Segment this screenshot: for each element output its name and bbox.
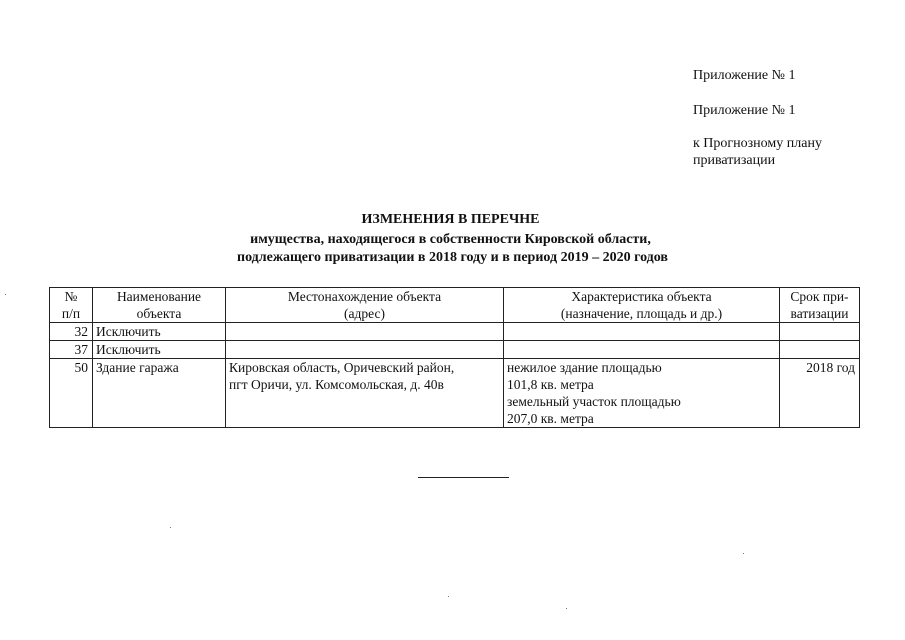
row-characteristic-line1: нежилое здание площадью <box>507 360 662 375</box>
row-term <box>780 341 860 359</box>
header-term-line1: Срок при- <box>790 289 849 304</box>
plan-reference <box>693 135 893 169</box>
row-location-line2: пгт Оричи, ул. Комсомольская, д. 40в <box>229 377 444 392</box>
header-characteristic <box>504 288 780 323</box>
row-characteristic <box>504 323 780 341</box>
scan-speck <box>170 527 171 528</box>
header-location-line1: Местонахождение объекта <box>287 289 442 304</box>
plan-reference-line1: к Прогнозному плану <box>693 136 822 151</box>
table-row <box>50 341 860 359</box>
plan-reference-line2: приватизации <box>693 153 776 168</box>
row-characteristic-line3: земельный участок площадью <box>507 394 681 409</box>
header-num-line1: № <box>64 289 78 304</box>
header-name <box>93 288 226 323</box>
scan-speck <box>448 596 449 597</box>
row-num: 37 <box>50 341 93 359</box>
header-num-line2: п/п <box>61 306 81 321</box>
scan-speck <box>5 294 6 295</box>
row-name: Исключить <box>93 341 226 359</box>
row-characteristic-line2: 101,8 кв. метра <box>507 377 594 392</box>
row-name: Здание гаража <box>93 359 226 428</box>
changes-table <box>49 287 860 428</box>
document-subtitle-line1: имущества, находящегося в собственности Кировской области, <box>250 232 651 247</box>
header-term-line2: ватизации <box>790 306 849 321</box>
row-location <box>226 323 504 341</box>
row-num: 32 <box>50 323 93 341</box>
header-term <box>780 288 860 323</box>
row-location <box>226 359 504 428</box>
header-characteristic-line2: (назначение, площадь и др.) <box>560 306 723 321</box>
document-title: ИЗМЕНЕНИЯ В ПЕРЕЧНЕ <box>361 212 540 227</box>
header-characteristic-line1: Характеристика объекта <box>571 289 712 304</box>
scan-speck <box>743 553 744 554</box>
scan-speck <box>566 608 567 609</box>
header-location-line2: (адрес) <box>344 306 385 321</box>
row-location-line1: Кировская область, Оричевский район, <box>229 360 455 375</box>
row-term: 2018 год <box>780 359 860 428</box>
header-location <box>226 288 504 323</box>
row-location <box>226 341 504 359</box>
row-characteristic <box>504 341 780 359</box>
header-num <box>50 288 93 323</box>
header-name-line1: Наименование <box>116 289 202 304</box>
header-name-line2: объекта <box>136 306 182 321</box>
footer-divider <box>418 477 509 478</box>
row-name: Исключить <box>93 323 226 341</box>
appendix-label-2: Приложение № 1 <box>693 103 796 118</box>
row-term <box>780 323 860 341</box>
row-characteristic-line4: 207,0 кв. метра <box>507 411 594 426</box>
row-num: 50 <box>50 359 93 428</box>
row-characteristic <box>504 359 780 428</box>
table-header-row <box>50 288 860 323</box>
appendix-label-1: Приложение № 1 <box>693 68 796 83</box>
table-row <box>50 359 860 428</box>
table-row <box>50 323 860 341</box>
document-subtitle-line2: подлежащего приватизации в 2018 году и в период 2019 – 2020 годов <box>237 250 668 265</box>
